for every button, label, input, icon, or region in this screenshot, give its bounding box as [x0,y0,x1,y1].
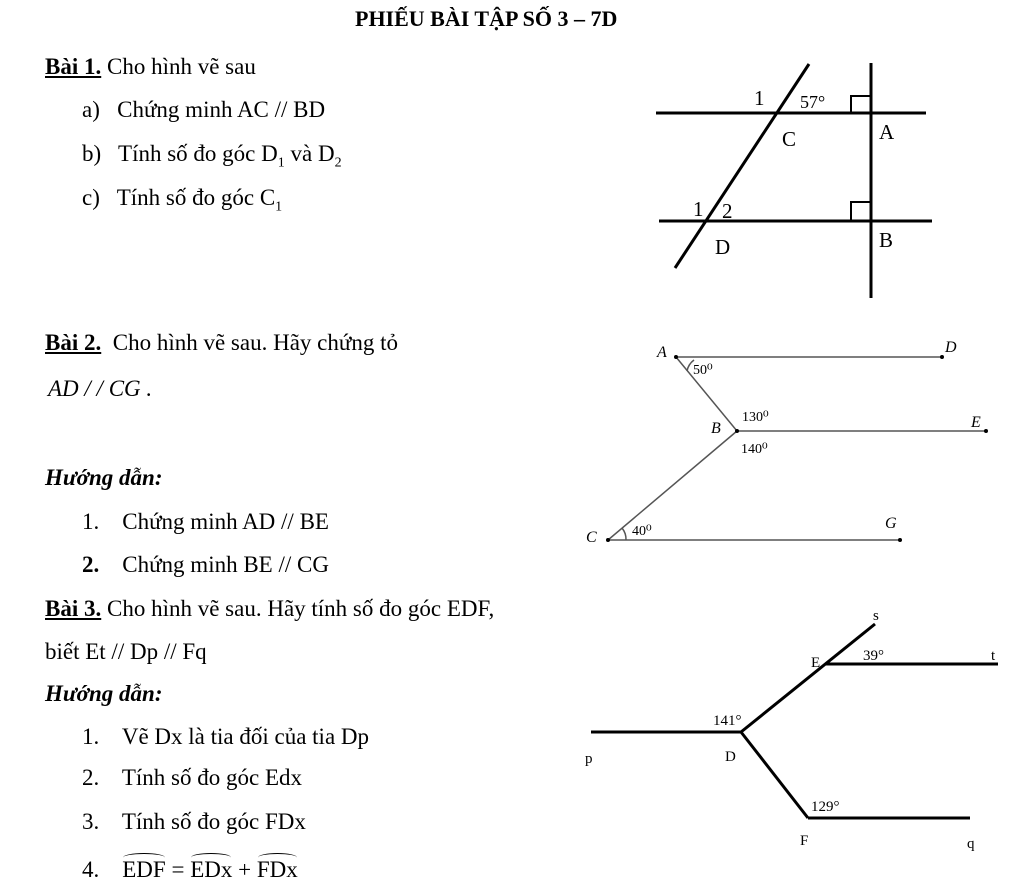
bai1-intro: Cho hình vẽ sau [106,54,256,79]
fig2-label-a: A [657,344,667,361]
item-marker: a) [82,97,100,122]
point-g [898,538,902,542]
fig3-label-d: D [725,749,736,765]
subscript: 1 [277,155,285,171]
bai2-figure [608,357,986,540]
fig1-label-57: 57° [800,92,826,112]
plus-sign: + [232,857,257,882]
item-text-mid: và D [284,141,335,166]
step-marker: 1. [82,509,100,534]
item-marker: b) [82,141,102,166]
fig2-label-c: C [586,529,597,546]
fig2-label-140: 140⁰ [741,442,768,457]
bai3-guide-label: Hướng dẫn: [45,681,163,706]
bai1-figure [656,63,932,298]
fig3-label-129: 129° [811,799,840,815]
fig1-label-2-bot: 2 [722,199,733,223]
fig3-label-t: t [991,648,996,664]
angle-edx: EDx [190,857,233,882]
item-marker: c) [82,185,100,210]
bai3-figure [591,624,998,818]
bai2-statement: AD / / CG . [48,376,153,401]
bai3-intro: Cho hình vẽ sau. Hãy tính số đo góc EDF, [106,596,495,621]
fig2-label-40: 40⁰ [632,524,652,539]
subscript: 1 [275,199,283,215]
fig3-label-s: s [873,608,879,624]
step-text: Tính số đo góc Edx [121,765,302,790]
fig2-label-d: D [945,339,957,356]
fig2-label-b: B [711,420,721,437]
item-text: Tính số đo góc C [116,185,276,210]
fig3-label-39: 39° [863,648,884,664]
step-text: Chứng minh BE // CG [122,552,329,577]
page-title: PHIẾU BÀI TẬP SỐ 3 – 7D [355,6,618,31]
angle-edf: EDF [122,857,166,882]
angle-fdx: FDx [256,857,298,882]
step-text: Chứng minh AD // BE [122,509,329,534]
step-marker: 3. [82,809,100,834]
ray-es [741,624,875,732]
fig2-label-e: E [971,414,981,431]
segment-bc [608,431,737,540]
fig1-label-1-top: 1 [754,86,765,110]
bai1-label: Bài 1. [45,54,102,79]
step-marker: 2. [82,765,100,790]
fig3-label-141: 141° [713,713,742,729]
fig3-label-f: F [800,833,809,849]
right-angle-a [851,96,871,113]
fig1-label-1-bot: 1 [693,197,704,221]
point-e [984,429,988,433]
subscript: 2 [334,155,342,171]
bai2-label: Bài 2. [45,330,102,355]
step-marker: 2. [82,552,100,577]
equals-sign: = [165,857,191,882]
point-a [674,355,678,359]
arc-40 [622,528,626,540]
point-b [735,429,739,433]
fig3-label-p: p [585,751,593,767]
fig1-label-d: D [715,235,731,259]
fig3-label-e: E [811,655,821,671]
transversal-cd [675,64,809,268]
segment-df [741,732,808,818]
step-text: Vẽ Dx là tia đối của tia Dp [121,724,370,749]
step-marker: 4. [82,857,100,882]
fig2-label-g: G [885,515,897,532]
fig1-label-a: A [879,120,895,144]
fig1-label-c: C [782,127,797,151]
fig3-label-q: q [967,836,975,852]
bai3-intro2: biết Et // Dp // Fq [45,639,207,664]
point-d [940,355,944,359]
point-c [606,538,610,542]
item-text: Tính số đo góc D [118,141,278,166]
step-marker: 1. [82,724,100,749]
fig2-label-50: 50⁰ [693,363,713,378]
fig1-label-b: B [879,228,894,252]
fig2-label-130: 130⁰ [742,410,769,425]
bai3-label: Bài 3. [45,596,102,621]
right-angle-b [851,202,871,221]
step-text: Tính số đo góc FDx [121,809,306,834]
bai2-guide-label: Hướng dẫn: [45,465,163,490]
item-text: Chứng minh AC // BD [117,97,326,122]
bai2-intro: Cho hình vẽ sau. Hãy chứng tỏ [112,330,398,355]
